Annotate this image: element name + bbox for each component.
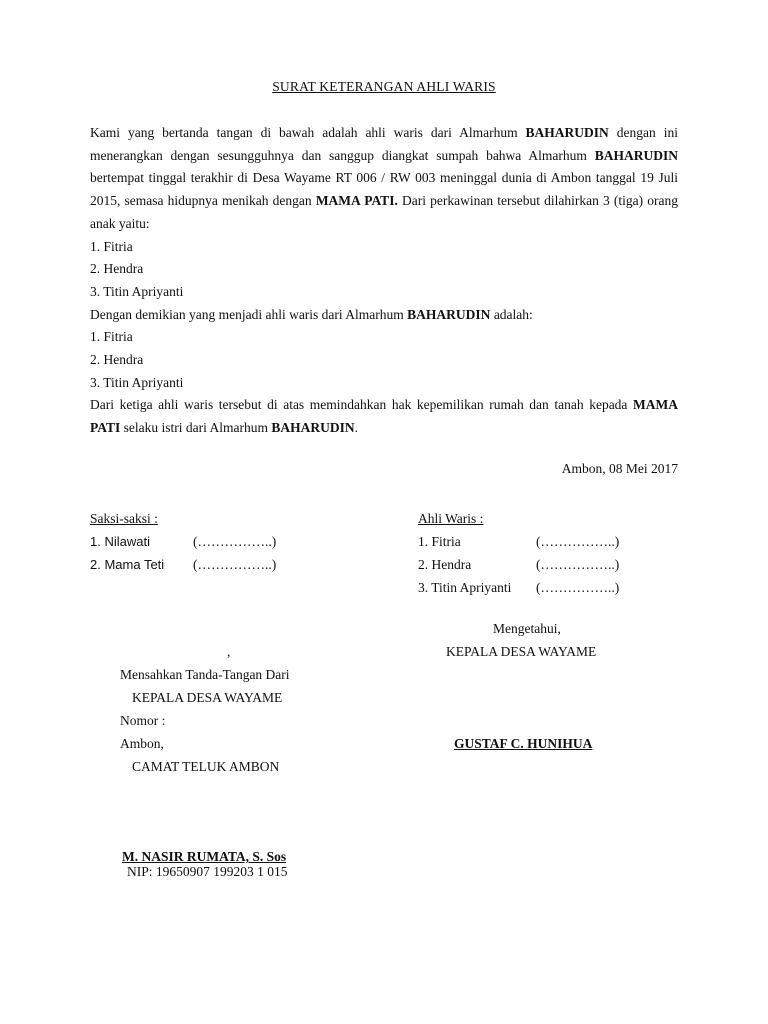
- heirs-intro-text-end: adalah:: [490, 306, 533, 322]
- place-date: Ambon, 08 Mei 2017: [561, 461, 678, 476]
- deceased-name: BAHARUDIN: [271, 420, 355, 436]
- signature-line: (……………..): [536, 534, 620, 549]
- intro-text-2: dengan ini menerangkan dengan sesungguhnya dan sanggup diangkat sumpah bahwa Almarhum: [90, 125, 678, 163]
- transfer-text-3: .: [354, 420, 358, 436]
- witness-name: 1. Nilawati: [90, 534, 150, 549]
- camat-name: M. NASIR RUMATA, S. Sos: [122, 849, 287, 864]
- witness-name: 2. Mama Teti: [90, 557, 165, 572]
- signature-line: (……………..): [193, 557, 277, 572]
- heir-item: 1. Fitria: [90, 329, 133, 345]
- intro-paragraph: [90, 122, 678, 236]
- transfer-text-2: selaku istri dari Almarhum: [120, 420, 272, 436]
- transfer-paragraph: [90, 394, 678, 439]
- heirs-intro-text: Dengan demikian yang menjadi ahli waris dari Almarhum: [90, 306, 408, 322]
- witnesses-block: [90, 507, 410, 576]
- child-item: 2. Hendra: [90, 261, 144, 277]
- deceased-name: BAHARUDIN: [525, 125, 609, 140]
- intro-text-3: bertempat tinggal terakhir di Desa Wayame RT 006 / RW 003 meninggal dunia di Ambon tanggal 19 Juli 2015, semasa hidupnya menikah dengan: [90, 170, 678, 209]
- deceased-name: BAHARUDIN: [594, 147, 678, 163]
- witness-row: [90, 553, 410, 576]
- witness-row: [90, 530, 410, 553]
- letter-title: SURAT KETERANGAN AHLI WARIS: [272, 79, 496, 94]
- heir-item: 3. Titin Apriyanti: [90, 374, 184, 390]
- heirs-intro: [90, 304, 678, 327]
- child-item: 1. Fitria: [90, 238, 133, 254]
- spouse-name: MAMA PATI: [90, 397, 678, 436]
- village-head-title: KEPALA DESA WAYAME: [446, 644, 597, 659]
- witnesses-heading: Saksi-saksi :: [90, 511, 158, 526]
- intro-text-4: Dari perkawinan tersebut dilahirkan 3 (tiga) orang anak yaitu:: [90, 193, 678, 231]
- camat-number-line: Nomor :: [120, 713, 166, 728]
- child-item: 3. Titin Apriyanti: [90, 283, 184, 299]
- letter-body: [90, 122, 678, 440]
- signature-line: (……………..): [536, 557, 620, 572]
- heir-name: 2. Hendra: [418, 557, 472, 572]
- heir-item: 2. Hendra: [90, 352, 144, 368]
- intro-text-1: Kami yang bertanda tangan di bawah adalah ahli waris dari Almarhum: [90, 125, 526, 140]
- camat-place-line: Ambon,: [120, 736, 164, 751]
- camat-nip: NIP: 19650907 199203 1 015: [127, 864, 288, 879]
- heir-signature-row: [418, 530, 678, 553]
- signature-line: (……………..): [193, 534, 277, 549]
- heir-name: 1. Fitria: [418, 534, 461, 549]
- comma-mark: ,: [227, 644, 231, 659]
- signature-line: (……………..): [536, 580, 620, 595]
- heir-signature-row: [418, 553, 678, 576]
- camat-ratify-line: Mensahkan Tanda-Tangan Dari: [120, 667, 290, 682]
- camat-village-line: KEPALA DESA WAYAME: [132, 690, 283, 705]
- heir-signature-row: [418, 576, 678, 599]
- camat-title: CAMAT TELUK AMBON: [132, 759, 280, 774]
- spouse-name: MAMA PATI.: [315, 193, 398, 209]
- heir-name: 3. Titin Apriyanti: [418, 580, 512, 595]
- deceased-name: BAHARUDIN: [407, 306, 491, 322]
- heirs-signature-block: [418, 507, 678, 599]
- acknowledged-label: Mengetahui,: [493, 621, 561, 636]
- village-head-name: GUSTAF C. HUNIHUA: [454, 736, 593, 751]
- heirs-signature-heading: Ahli Waris :: [418, 511, 484, 526]
- transfer-text-1: Dari ketiga ahli waris tersebut di atas memindahkan hak kepemilikan rumah dan tanah kepada: [90, 397, 634, 413]
